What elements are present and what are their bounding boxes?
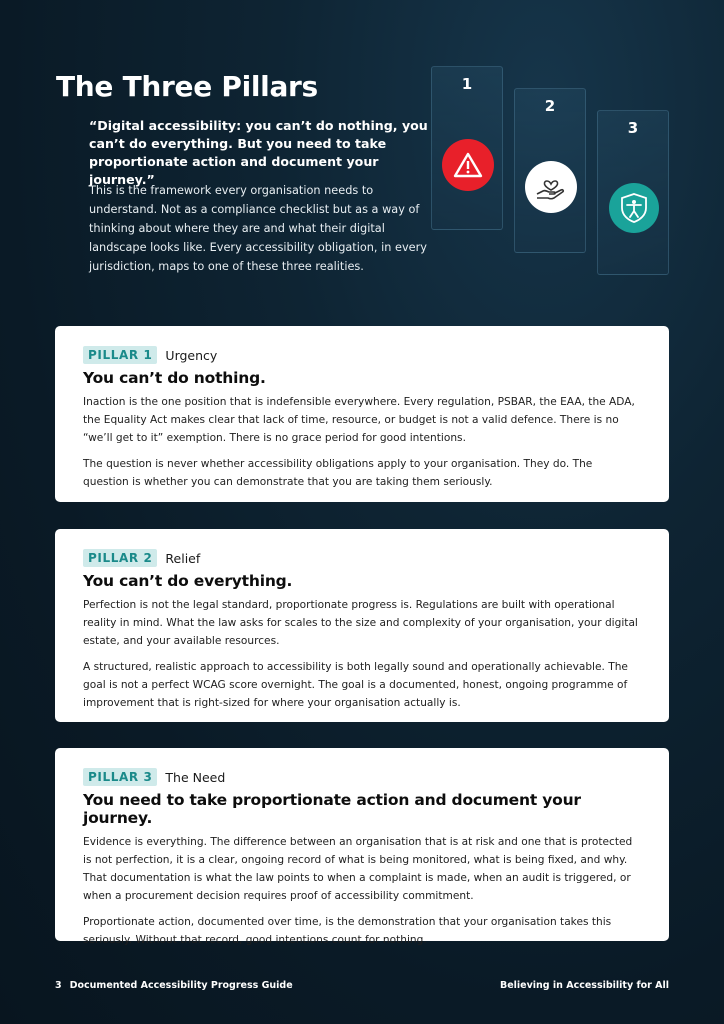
pillar-card-3 xyxy=(55,748,669,946)
footer-tagline: Believing in Accessibility for All xyxy=(499,980,669,991)
pillar-heading: You can’t do everything. xyxy=(83,572,293,590)
pillar-tag: The Need xyxy=(165,769,226,785)
pillar-paragraph: Inaction is the one position that is indefensible everywhere. Every regulation, PSBAR, the EAA, the ADA, the Equality Act makes clear that lack of time, resource, or budget is not a valid defence. There is no “we’ll get to it” exemption. There is no grace period for good intentions. xyxy=(83,396,635,444)
pillar-number-1: 1 xyxy=(461,75,473,93)
pillar-heading: You can’t do nothing. xyxy=(83,369,266,387)
pillar-paragraph: Perfection is not the legal standard, proportionate progress is. Regulations are built with operational reality in mind. What the law asks for scales to the size and complexity of your organisation, your digital estate, and your available resources. xyxy=(83,599,638,647)
pillar-number-2: 2 xyxy=(544,97,556,115)
pillar-card-2 xyxy=(55,529,669,722)
pillar-tag: Urgency xyxy=(165,347,218,363)
framework-quote: “Digital accessibility: you can’t do nothing, you can’t do everything. But you need to take proportionate action and document your journey.” xyxy=(89,118,428,187)
heart-hand-icon xyxy=(525,161,577,213)
warning-icon xyxy=(442,139,494,191)
pillar-column-1 xyxy=(431,66,503,230)
page-title: The Three Pillars xyxy=(56,70,318,103)
pillar-badge: PILLAR 2 xyxy=(83,549,157,567)
pillar-paragraph: Proportionate action, documented over time, is the demonstration that your organisation takes this seriously. Without that record, good intentions count for nothing. xyxy=(83,916,612,946)
pillar-badge: PILLAR 1 xyxy=(83,346,157,364)
pillar-paragraph: Evidence is everything. The difference between an organisation that is at risk and one that is protected is not perfection, it is a clear, ongoing record of what is being monitored, what is being fixed, and why. That documentation is what the law points to when a complaint is made, when an audit is triggered, or when a procurement decision requires proof of accessibility commitment. xyxy=(83,836,633,902)
pillar-tag: Relief xyxy=(165,550,201,566)
pillar-number-3: 3 xyxy=(627,119,639,137)
pillar-paragraph: A structured, realistic approach to accessibility is both legally sound and operationally achievable. The goal is not a perfect WCAG score overnight. The goal is a documented, honest, ongoing programme of improvement that is right-sized for where your organisation actually is. xyxy=(83,661,628,709)
pillar-column-2 xyxy=(514,88,586,253)
pillar-badge: PILLAR 3 xyxy=(83,768,157,786)
pillar-paragraph: The question is never whether accessibility obligations apply to your organisation. They do. The question is whether you can demonstrate that you are taking them seriously. xyxy=(83,458,593,488)
guide-title: Documented Accessibility Progress Guide xyxy=(69,980,293,991)
pillar-heading: You need to take proportionate action and document your journey. xyxy=(83,791,581,827)
footer-left xyxy=(55,980,293,991)
pillar-card-1 xyxy=(55,326,669,502)
intro-paragraph: This is the framework every organisation needs to understand. Not as a compliance checklist but as a way of thinking about where they are and what their digital landscape looks like. Every accessibility obligation, in every jurisdiction, maps to one of these three realities. xyxy=(89,184,427,273)
shield-person-icon xyxy=(609,183,659,233)
page-number: 3 xyxy=(55,980,62,991)
pillar-column-3 xyxy=(597,110,669,275)
